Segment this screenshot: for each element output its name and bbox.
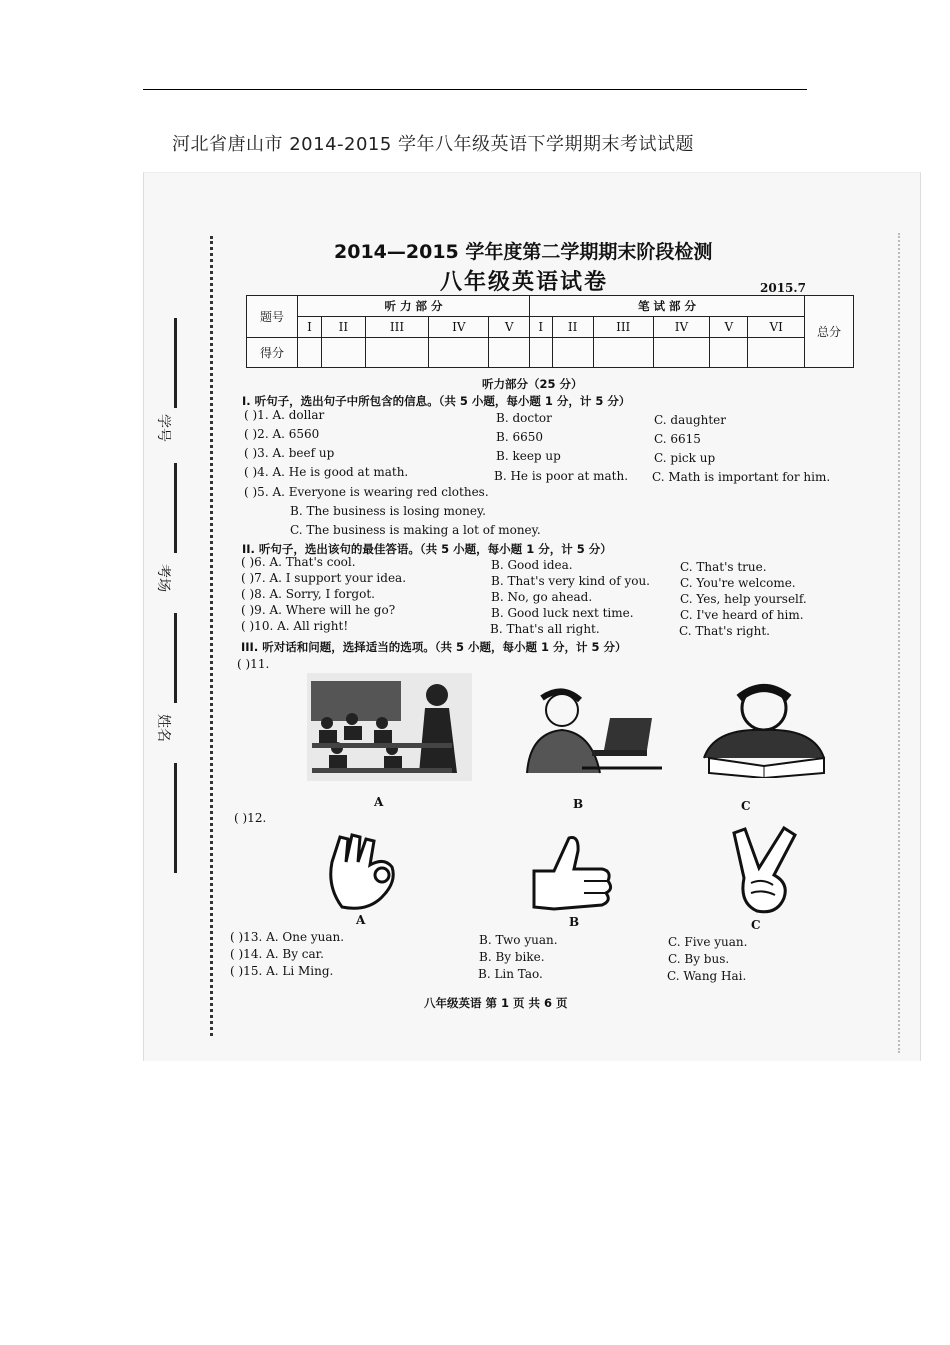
q14-option-c: C. By bus. [668, 952, 730, 966]
section-2-instruction: II. 听句子，选出该句的最佳答语。（共 5 小题，每小题 1 分，计 5 分） [242, 542, 612, 556]
q11-number: ( )11. [237, 657, 270, 671]
q6-option-b: B. Good idea. [491, 558, 573, 572]
right-dotted-edge [898, 233, 900, 1053]
binding-line [174, 318, 177, 408]
defen-cell: 得分 [247, 338, 298, 368]
q6-option-c: C. That's true. [680, 560, 767, 574]
col-label: V [710, 317, 748, 338]
laptop-picture-b [512, 688, 662, 778]
side-label-student-no: 学号 [155, 414, 171, 442]
score-blank [653, 338, 710, 368]
col-label: IV [429, 317, 489, 338]
q2-option-c: C. 6615 [654, 432, 701, 446]
writing-header: 笔 试 部 分 [529, 296, 804, 317]
score-blank [593, 338, 653, 368]
q2-option-b: B. 6650 [496, 430, 543, 444]
col-label: IV [653, 317, 710, 338]
binding-line [174, 613, 177, 703]
col-label: VI [748, 317, 805, 338]
binding-dotted-line [210, 236, 213, 1036]
q8-option-c: C. Yes, help yourself. [680, 592, 807, 606]
q1-option-a: ( )1. A. dollar [244, 408, 325, 422]
listening-header: 听 力 部 分 [298, 296, 530, 317]
score-table [246, 295, 854, 368]
q14-option-b: B. By bike. [479, 950, 545, 964]
q13-option-b: B. Two yuan. [479, 933, 558, 947]
q11-label-b: B [573, 797, 584, 811]
q1-option-c: C. daughter [654, 413, 727, 427]
q13-option-a: ( )13. A. One yuan. [230, 930, 345, 944]
q5-option-c: C. The business is making a lot of money. [290, 523, 541, 537]
q5-option-b: B. The business is losing money. [290, 504, 486, 518]
q2-option-a: ( )2. A. 6560 [244, 427, 320, 441]
classroom-picture-a [307, 673, 472, 781]
q1-option-b: B. doctor [496, 411, 552, 425]
score-blank [748, 338, 805, 368]
side-label-exam-room: 考场 [155, 564, 171, 592]
col-label: II [552, 317, 593, 338]
scanned-exam-page [143, 172, 921, 1061]
score-blank [429, 338, 489, 368]
score-blank [321, 338, 365, 368]
q7-option-a: ( )7. A. I support your idea. [241, 571, 407, 585]
q12-label-b: B [569, 915, 580, 929]
q9-option-b: B. Good luck next time. [491, 606, 634, 620]
score-blank [710, 338, 748, 368]
q15-option-c: C. Wang Hai. [667, 969, 747, 983]
tihao-cell: 题号 [247, 296, 298, 338]
q5-option-a: ( )5. A. Everyone is wearing red clothes. [244, 485, 489, 499]
exam-subheading: 八年级英语试卷 [440, 270, 609, 295]
total-cell: 总分 [805, 296, 854, 368]
section-1-instruction: I. 听句子，选出句子中所包含的信息。（共 5 小题，每小题 1 分，计 5 分） [242, 394, 631, 408]
listening-title: 听力部分（25 分） [482, 377, 583, 391]
section-3-instruction: III. 听对话和问题，选择适当的选项。（共 5 小题，每小题 1 分，计 5 分） [241, 640, 627, 654]
col-label: V [489, 317, 530, 338]
ok-hand-picture-a [322, 827, 412, 912]
score-blank [489, 338, 530, 368]
q3-option-b: B. keep up [496, 449, 561, 463]
q9-option-c: C. I've heard of him. [680, 608, 804, 622]
q4-option-c: C. Math is important for him. [652, 470, 831, 484]
q12-label-c: C [751, 918, 761, 932]
q4-option-b: B. He is poor at math. [494, 469, 629, 483]
q13-option-c: C. Five yuan. [668, 935, 748, 949]
col-label: I [529, 317, 552, 338]
q7-option-c: C. You're welcome. [680, 576, 796, 590]
score-blank [298, 338, 322, 368]
q14-option-a: ( )14. A. By car. [230, 947, 324, 961]
q4-option-a: ( )4. A. He is good at math. [244, 465, 409, 479]
q10-option-c: C. That's right. [679, 624, 770, 638]
q8-option-b: B. No, go ahead. [491, 590, 593, 604]
side-label-name: 姓名 [155, 714, 171, 742]
q6-option-a: ( )6. A. That's cool. [241, 555, 356, 569]
binding-line [174, 463, 177, 553]
q11-label-a: A [374, 795, 384, 809]
page-footer: 八年级英语 第 1 页 共 6 页 [424, 996, 568, 1010]
exam-date: 2015.7 [760, 281, 806, 295]
q11-label-c: C [741, 799, 751, 813]
binding-line [174, 763, 177, 873]
col-label: III [365, 317, 429, 338]
thumbs-up-picture-b [524, 833, 614, 913]
q15-option-b: B. Lin Tao. [478, 967, 543, 981]
col-label: II [321, 317, 365, 338]
q7-option-b: B. That's very kind of you. [491, 574, 650, 588]
document-title: 河北省唐山市 2014-2015 学年八年级英语下学期期末考试试题 [172, 134, 695, 155]
header-rule [143, 89, 807, 90]
q15-option-a: ( )15. A. Li Ming. [230, 964, 334, 978]
col-label: III [593, 317, 653, 338]
victory-hand-picture-c [729, 823, 809, 918]
q12-label-a: A [356, 913, 366, 927]
score-blank [529, 338, 552, 368]
q8-option-a: ( )8. A. Sorry, I forgot. [241, 587, 375, 601]
q3-option-a: ( )3. A. beef up [244, 446, 335, 460]
col-label: I [298, 317, 322, 338]
q10-option-b: B. That's all right. [490, 622, 600, 636]
q9-option-a: ( )9. A. Where will he go? [241, 603, 396, 617]
q12-number: ( )12. [234, 811, 267, 825]
exam-heading: 2014—2015 学年度第二学期期末阶段检测 [334, 241, 713, 263]
reading-picture-c [694, 678, 834, 778]
q3-option-c: C. pick up [654, 451, 716, 465]
score-blank [552, 338, 593, 368]
score-blank [365, 338, 429, 368]
q10-option-a: ( )10. A. All right! [241, 619, 349, 633]
